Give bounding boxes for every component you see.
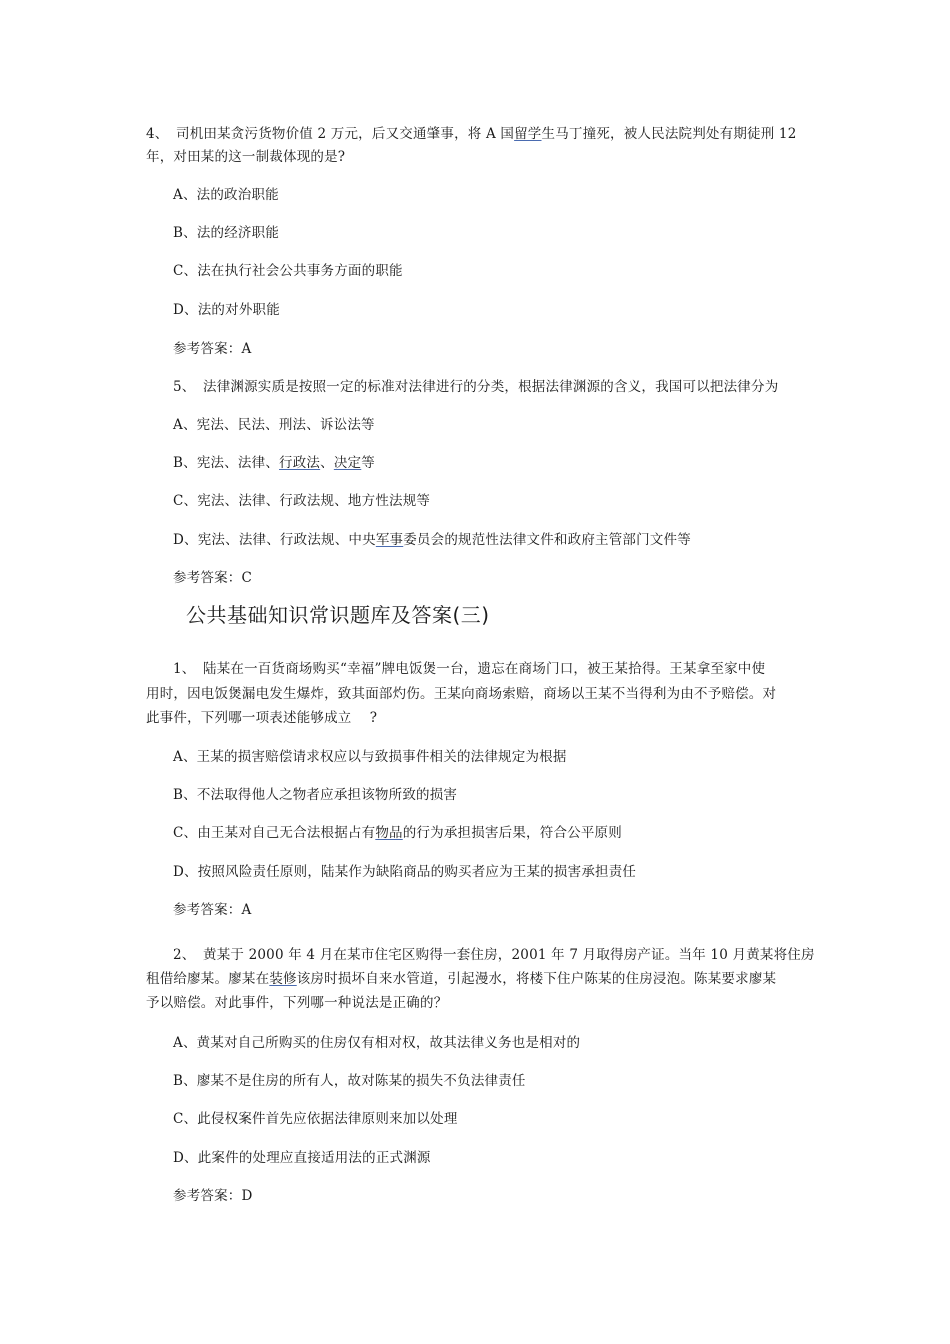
q5-text-line1: 5、 法律渊源实质是按照一定的标准对法律进行的分类，根据法律渊源的含义，我国可以把法律分为 — [173, 376, 778, 398]
s2-q1-option-a: A、王某的损害赔偿请求权应以与致损事件相关的法律规定为根据 — [173, 749, 567, 765]
q5-option-b: B、宪法、法律、行政法、决定等 — [173, 455, 375, 471]
s2-q2-answer: 参考答案：D — [173, 1188, 253, 1204]
s2-q1-option-c: C、由王某对自己无合法根据占有物品的行为承担损害后果，符合公平原则 — [173, 825, 622, 841]
q4-answer: 参考答案：A — [173, 341, 252, 357]
q4-option-a: A、法的政治职能 — [173, 187, 279, 203]
s2-q2-text-line2: 租借给廖某。廖某在装修该房时损坏自来水管道，引起漫水，将楼下住户陈某的住房浸泡。陈某要求廖某 — [146, 971, 777, 987]
s2-q1-text-line3: 此事件，下列哪一项表述能够成立 ? — [146, 710, 378, 726]
link-jueding[interactable]: 决定 — [333, 455, 362, 471]
link-liuxue[interactable]: 留学 — [514, 126, 542, 142]
s2-q1-option-d: D、按照风险责任原则，陆某作为缺陷商品的购买者应为王某的损害承担责任 — [173, 864, 637, 880]
q4-text-line1: 4、 司机田某贪污货物价值 2 万元，后又交通肇事，将 A 国留学生马丁撞死，被人民法院判处有期徒刑 12 — [146, 123, 797, 145]
s2-q1-option-b: B、不法取得他人之物者应承担该物所致的损害 — [173, 787, 458, 803]
s2-q2-number: 2、 — [173, 947, 196, 963]
q5-answer: 参考答案：C — [173, 570, 253, 586]
q4-option-b: B、法的经济职能 — [173, 225, 280, 241]
s2-q2-option-d: D、此案件的处理应直接适用法的正式渊源 — [173, 1150, 431, 1166]
section-title: 公共基础知识常识题库及答案(三) — [186, 603, 490, 627]
q4-option-c: C、法在执行社会公共事务方面的职能 — [173, 263, 403, 279]
s2-q1-number: 1、 — [173, 661, 196, 677]
s2-q2-text-line1: 2、 黄某于 2000 年 4 月在某市住宅区购得一套住房，2001 年 7 月取得房产证。当年 10 月黄某将住房 — [173, 944, 815, 966]
q4-option-d: D、法的对外职能 — [173, 302, 280, 318]
q4-number: 4、 — [146, 126, 169, 142]
link-junshi[interactable]: 军事 — [375, 532, 404, 548]
link-xingzhengfa[interactable]: 行政法 — [279, 455, 321, 471]
s2-q2-text-line3: 予以赔偿。对此事件，下列哪一种说法是正确的？ — [146, 995, 448, 1011]
q5-number: 5、 — [173, 379, 196, 395]
s2-q1-answer: 参考答案：A — [173, 902, 252, 918]
q4-text-line2: 年，对田某的这一制裁体现的是? — [146, 149, 346, 165]
s2-q2-option-a: A、黄某对自己所购买的住房仅有相对权，故其法律义务也是相对的 — [173, 1035, 581, 1051]
s2-q1-text-line1: 1、 陆某在一百货商场购买“幸福”牌电饭煲一台，遗忘在商场门口，被王某拾得。王某拿至家中使 — [173, 658, 765, 680]
link-wupin[interactable]: 物品 — [375, 825, 403, 841]
link-zhuangxiu[interactable]: 装修 — [269, 971, 297, 987]
q5-option-d: D、宪法、法律、行政法规、中央军事委员会的规范性法律文件和政府主管部门文件等 — [173, 532, 691, 548]
s2-q1-text-line2: 用时，因电饭煲漏电发生爆炸，致其面部灼伤。王某向商场索赔，商场以王某不当得利为由不予赔偿。对 — [146, 686, 777, 702]
q5-option-c: C、宪法、法律、行政法规、地方性法规等 — [173, 493, 431, 509]
q5-option-a: A、宪法、民法、刑法、诉讼法等 — [173, 417, 375, 433]
s2-q2-option-b: B、廖某不是住房的所有人，故对陈某的损失不负法律责任 — [173, 1073, 526, 1089]
s2-q2-option-c: C、此侵权案件首先应依据法律原则来加以处理 — [173, 1111, 458, 1127]
